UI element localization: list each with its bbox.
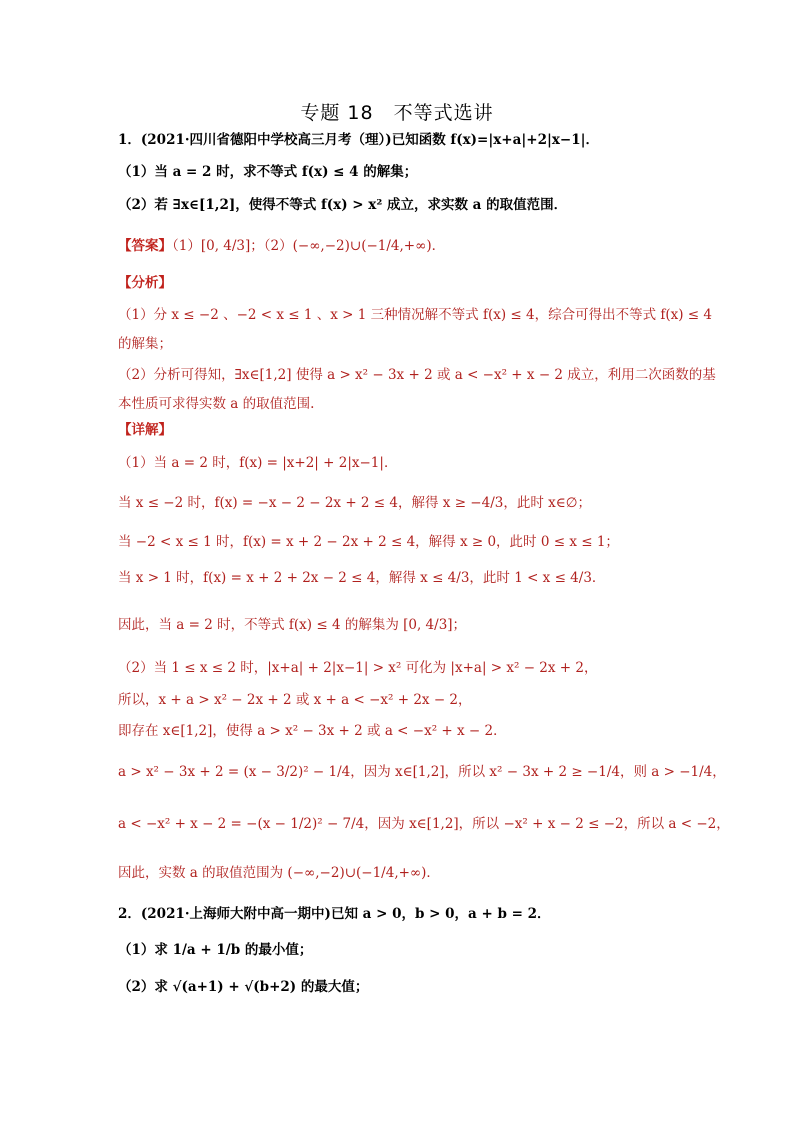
question-1-stem: 1．(2021·四川省德阳中学校高三月考（理）)已知函数 f(x)=|x+a|+2|x−1|． [118,132,600,148]
question-1-part-1: （1）当 a = 2 时，求不等式 f(x) ≤ 4 的解集； [118,164,418,180]
analysis-tag: 【分析】 [118,275,172,291]
analysis-block [118,271,172,291]
answer-tag: 【答案】 [118,238,172,254]
detail-line-10: a < −x² + x − 2 = −(x − 1/2)² − 7/4，因为 x∈[1,2]，所以 −x² + x − 2 ≤ −2，所以 a < −2， [118,816,730,832]
detail-line-5: 因此，当 a = 2 时，不等式 f(x) ≤ 4 的解集为 [0, 4/3]； [118,617,467,633]
detail-line-4: 当 x > 1 时，f(x) = x + 2 + 2x − 2 ≤ 4，解得 x ≤ 4/3，此时 1 < x ≤ 4/3． [118,570,606,586]
detail-line-2: 当 x ≤ −2 时，f(x) = −x − 2 − 2x + 2 ≤ 4，解得 x ≥ −4/3，此时 x∈∅； [118,495,591,511]
detail-line-6: （2）当 1 ≤ x ≤ 2 时，|x+a| + 2|x−1| > x² 可化为 |x+a| > x² − 2x + 2， [118,660,598,676]
analysis-line-1b: 的解集； [118,336,172,352]
answer-body: （1）[0, 4/3]；（2）(−∞,−2)∪(−1/4,+∞)． [172,238,446,254]
detail-tag: 【详解】 [118,422,172,438]
detail-line-11: 因此，实数 a 的取值范围为 (−∞,−2)∪(−1/4,+∞)． [118,865,440,881]
analysis-line-1: （1）分 x ≤ −2 、−2 < x ≤ 1 、x > 1 三种情况解不等式 f(x) ≤ 4，综合可得出不等式 f(x) ≤ 4 [118,307,712,323]
detail-line-3: 当 −2 < x ≤ 1 时，f(x) = x + 2 − 2x + 2 ≤ 4，解得 x ≥ 0，此时 0 ≤ x ≤ 1； [118,534,619,550]
question-2-part-1: （1）求 1/a + 1/b 的最小值； [118,942,313,958]
answer-block [118,234,445,254]
page-title: 专题 18 不等式选讲 [300,102,494,124]
question-2-part-2: （2）求 √(a+1) + √(b+2) 的最大值； [118,979,369,995]
analysis-line-2: （2）分析可得知，∃x∈[1,2] 使得 a > x² − 3x + 2 或 a < −x² + x − 2 成立，利用二次函数的基 [118,367,716,383]
detail-block [118,418,172,438]
detail-line-9: a > x² − 3x + 2 = (x − 3/2)² − 1/4，因为 x∈[1,2]，所以 x² − 3x + 2 ≥ −1/4，则 a > −1/4， [118,764,726,780]
question-1-part-2: （2）若 ∃x∈[1,2]，使得不等式 f(x) > x² 成立，求实数 a 的取值范围． [118,197,568,213]
analysis-line-2b: 本性质可求得实数 a 的取值范围. [118,396,315,412]
detail-line-1: （1）当 a = 2 时，f(x) = |x+2| + 2|x−1|． [118,455,398,471]
detail-line-7: 所以，x + a > x² − 2x + 2 或 x + a < −x² + 2x − 2， [118,692,472,708]
detail-line-8: 即存在 x∈[1,2]，使得 a > x² − 3x + 2 或 a < −x² + x − 2． [118,723,507,739]
question-2-stem: 2．(2021·上海师大附中高一期中)已知 a > 0，b > 0，a + b = 2． [118,906,551,922]
